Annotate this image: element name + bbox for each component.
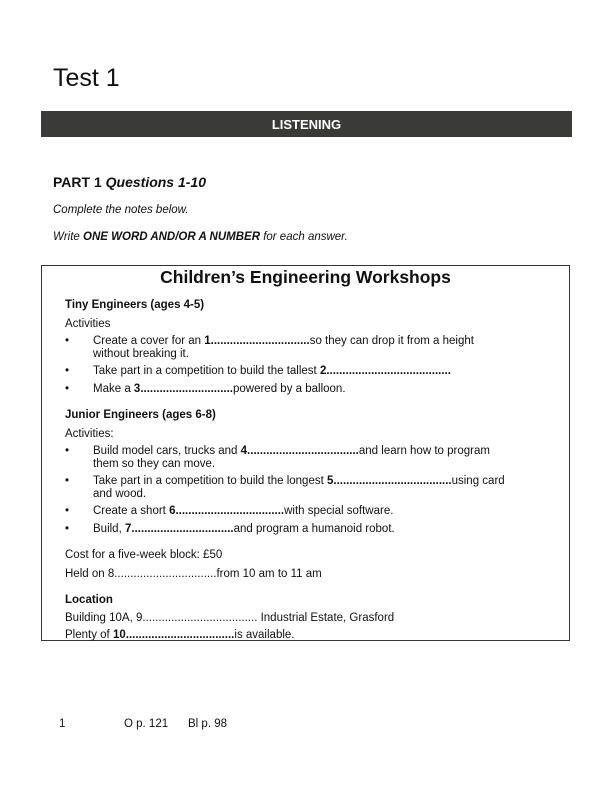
section-label: LISTENING	[271, 116, 342, 132]
bullet-text: Take part in a competition to build the tallest 2.......................................	[93, 365, 451, 377]
bullet-text: Take part in a competition to build the longest 5.....................................using card and wood.	[93, 475, 505, 500]
answer-gap-6: 6..................................	[169, 505, 285, 517]
part-label: PART 1	[53, 174, 102, 190]
answer-gap-5: 5.....................................	[326, 475, 452, 487]
answer-gap-2: 2.......................................	[319, 365, 451, 377]
footer-ref-bl: Bl p. 98	[188, 718, 227, 730]
held-line: Held on 8................................from 10 am to 11 am	[65, 568, 322, 580]
answer-gap-1: 1...............................	[204, 335, 310, 347]
answer-gap-4: 4...................................	[240, 445, 359, 457]
instruction-write	[53, 231, 348, 243]
part-questions: Questions 1-10	[105, 174, 207, 190]
notes-title: Children’s Engineering Workshops	[160, 267, 451, 287]
cost-line: Cost for a five-week block: £50	[65, 549, 223, 561]
location-heading: Location	[65, 594, 113, 606]
instruction-write-pre: Write	[53, 231, 84, 243]
instruction-write-post: for each answer.	[260, 231, 348, 243]
bullet-icon: •	[65, 475, 70, 487]
instruction-complete: Complete the notes below.	[53, 204, 189, 216]
answer-gap-7: 7................................	[124, 523, 234, 535]
building-line: Building 10A, 9.................................... Industrial Estate, Grasford	[65, 612, 395, 624]
answer-gap-3: 3.............................	[133, 383, 233, 395]
bullet-icon: •	[65, 365, 70, 377]
footer-ref-o: O p. 121	[124, 718, 169, 730]
bullet-icon: •	[65, 383, 70, 395]
bullet-text: Build, 7................................and program a humanoid robot.	[93, 523, 395, 535]
tiny-engineers-heading: Tiny Engineers (ages 4-5)	[65, 299, 205, 311]
notes-box	[41, 265, 570, 641]
part-heading	[53, 174, 206, 190]
bullet-icon: •	[65, 445, 70, 457]
junior-engineers-heading: Junior Engineers (ages 6-8)	[65, 409, 216, 421]
section-banner	[41, 111, 572, 137]
page-title: Test 1	[53, 64, 120, 92]
tiny-activities-label: Activities	[65, 318, 111, 330]
instruction-write-bold: ONE WORD AND/OR A NUMBER	[83, 231, 260, 243]
bullet-text: Create a short 6..................................with special software.	[93, 505, 394, 517]
bullet-icon: •	[65, 505, 70, 517]
footer-page-number: 1	[59, 718, 66, 730]
bullet-text: Build model cars, trucks and 4...................................and learn how to program them so they can move.	[93, 445, 490, 470]
answer-gap-10: 10..................................	[112, 629, 235, 641]
bullet-icon: •	[65, 523, 70, 535]
bullet-icon: •	[65, 335, 70, 347]
bullet-text: Create a cover for an 1...............................so they can drop it from a height without breaking it.	[93, 335, 474, 360]
junior-activities-label: Activities:	[65, 428, 114, 440]
plenty-line: Plenty of 10..................................is available.	[65, 629, 295, 641]
bullet-text: Make a 3.............................powered by a balloon.	[93, 383, 346, 395]
